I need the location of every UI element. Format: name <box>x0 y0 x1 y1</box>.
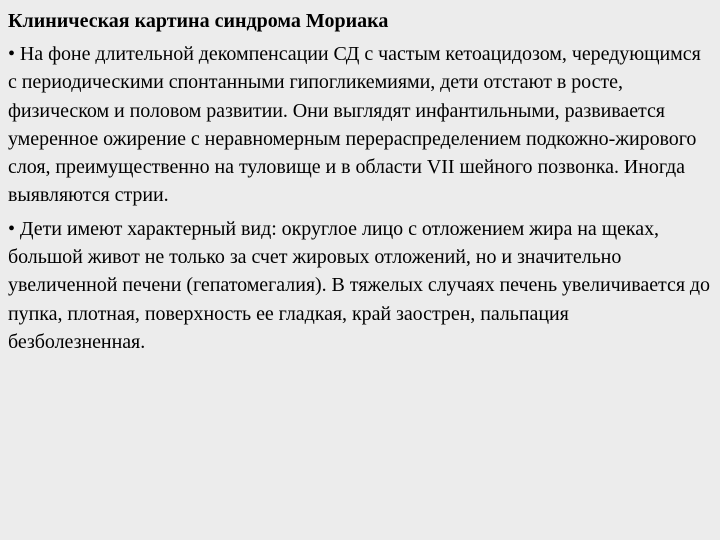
bullet-paragraph-2: • Дети имеют характерный вид: округлое лицо с отложением жира на щеках, большой живот не только за счет жировых отложений, но и значительно увеличенной печени (гепатомегалия). В тяжелых случаях печень увеличивается до пупка, плотная, поверхность ее гладкая, край заострен, пальпация безболезненная. <box>8 217 710 353</box>
bullet-paragraph-1: • На фоне длительной декомпенсации СД с частым кетоацидозом, чередующимся с периодическими спонтанными гипогликемиями, дети отстают в росте, физическом и половом развитии. Они выглядят инфантильными, развивается умеренное ожирение с неравномерным перераспределением подкожно-жирового слоя, преимущественно на туловище и в области VII шейного позвонка. Иногда выявляются стрии. <box>8 43 701 207</box>
slide-title: Клиническая картина синдрома Мориака <box>8 10 389 32</box>
